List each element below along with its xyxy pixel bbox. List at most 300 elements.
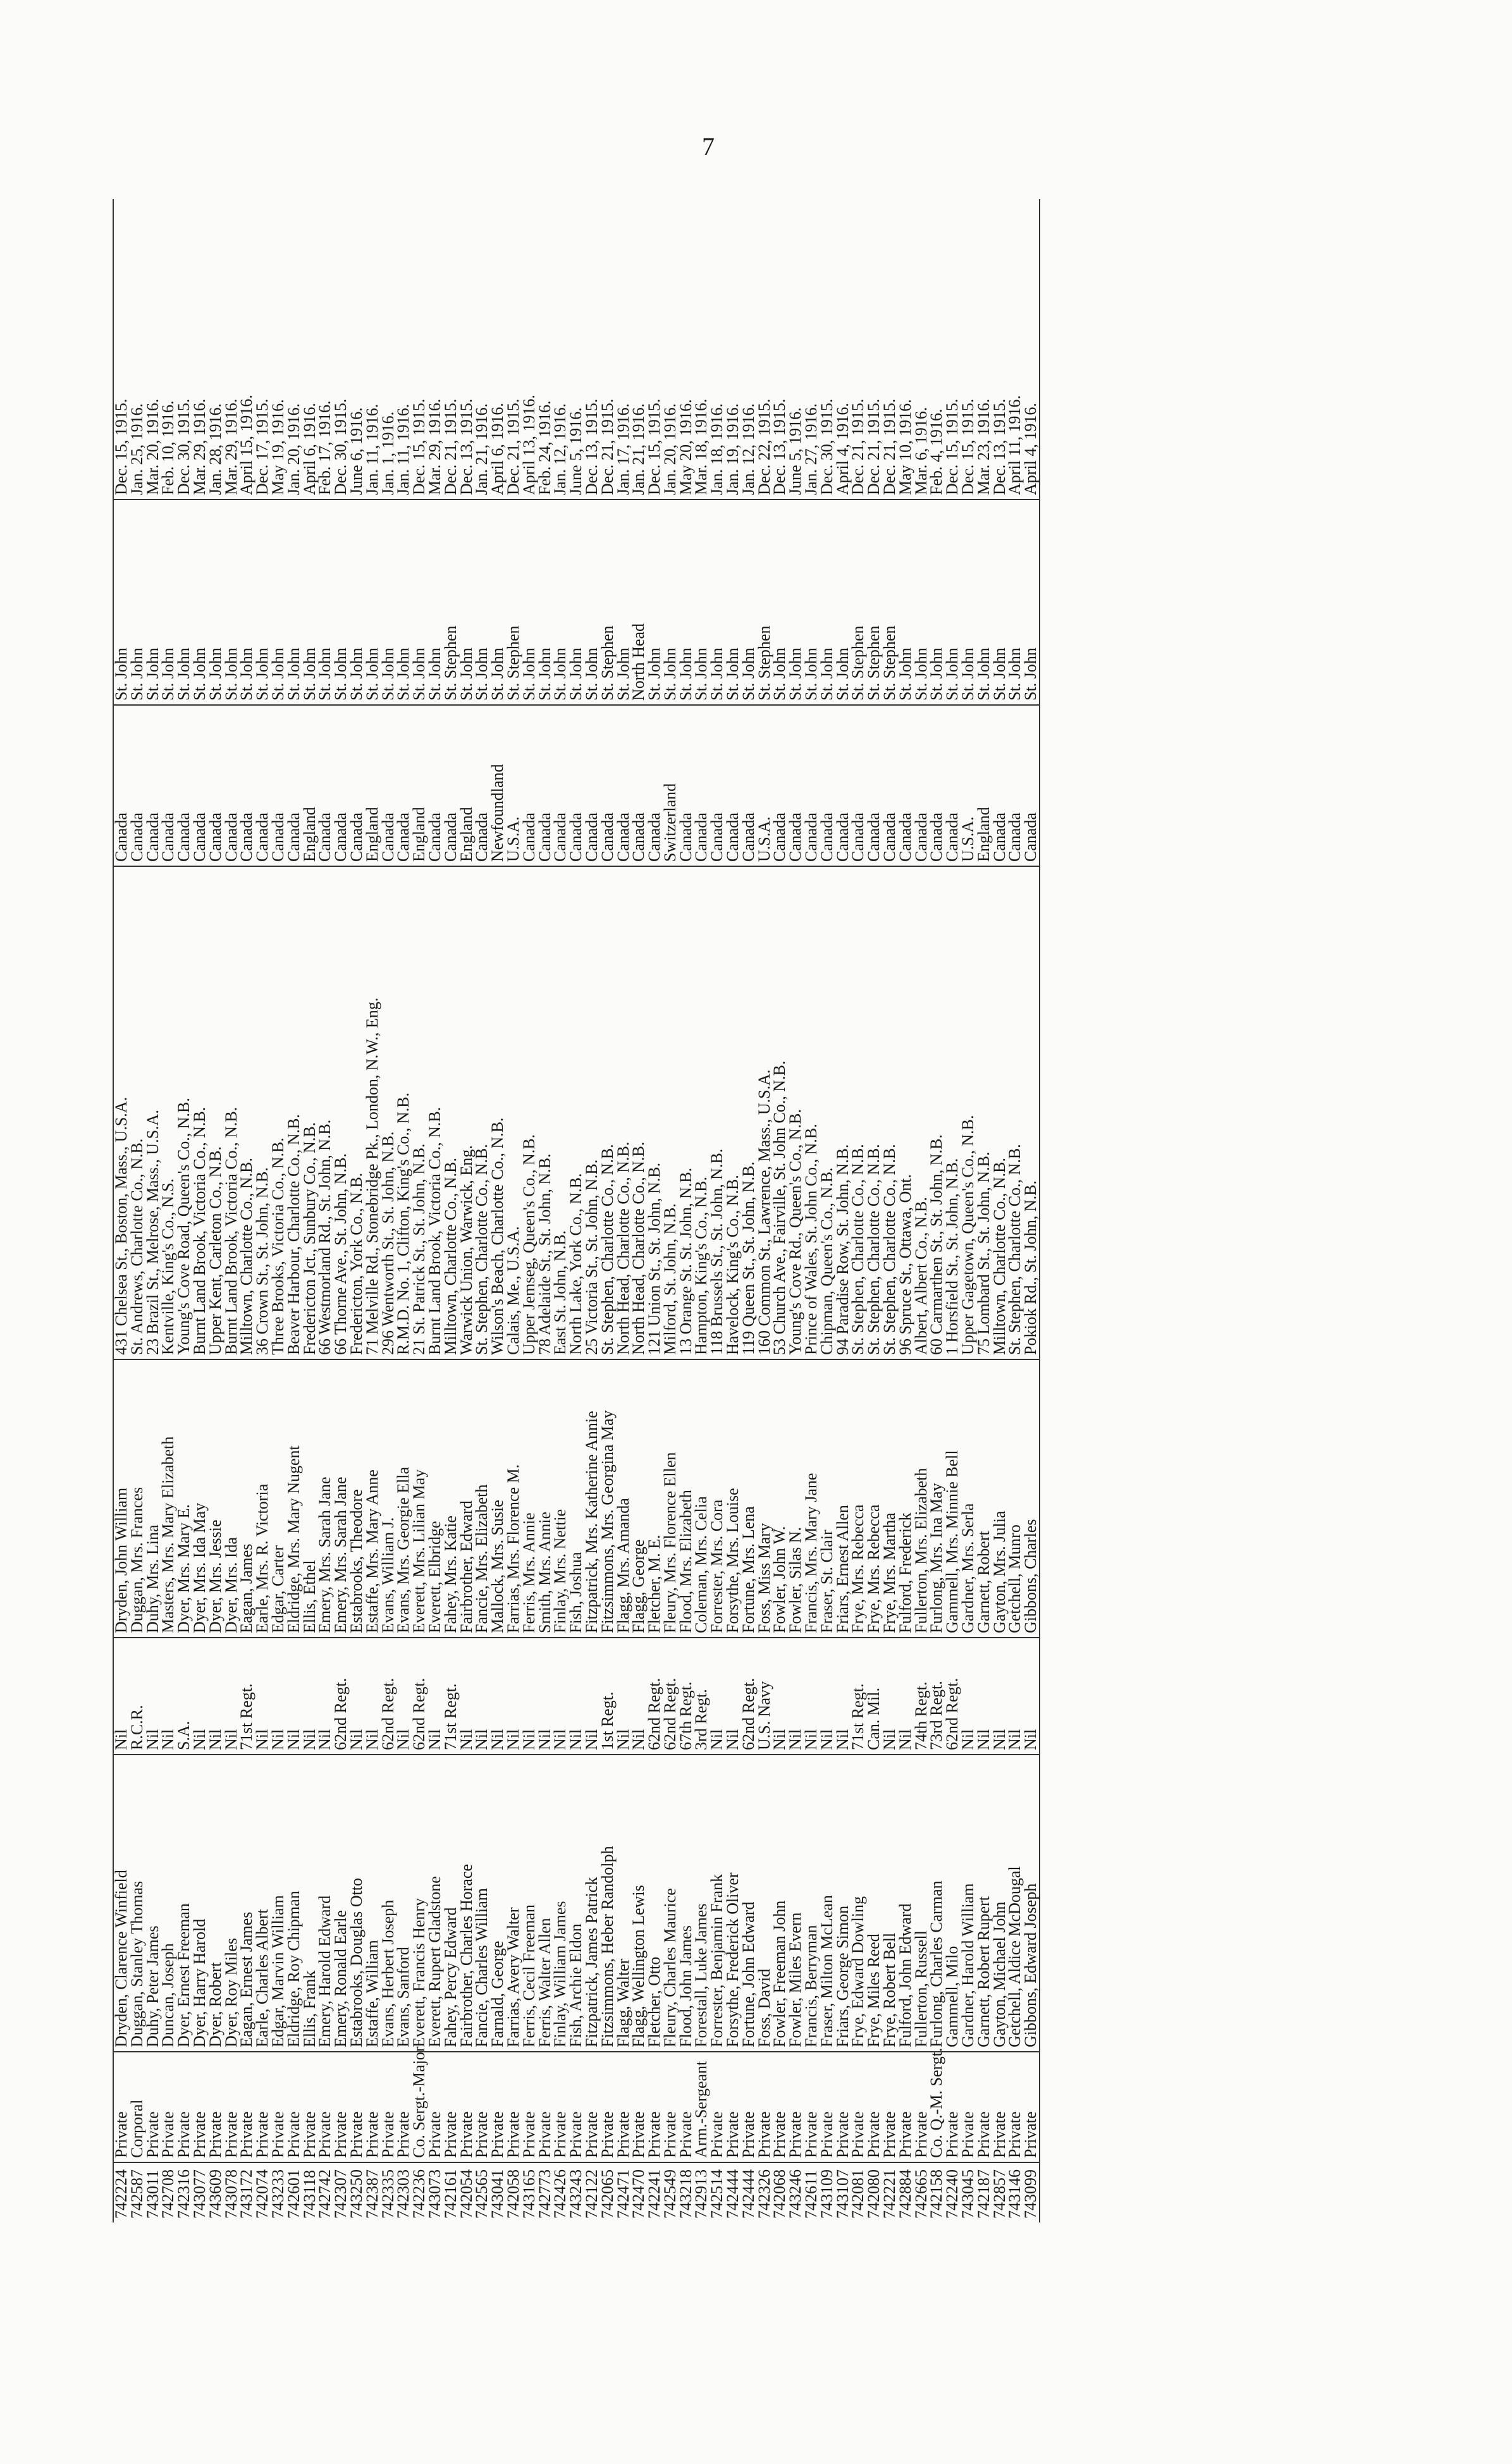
enlistment-date-cell: Mar. 29, 1916.: [192, 199, 208, 500]
previous-service-cell: Nil: [882, 1638, 898, 1755]
enlistment-date-cell: Dec. 22, 1915.: [757, 199, 773, 500]
country-of-birth-cell: Canada: [208, 705, 224, 866]
enlistment-date-cell: April 6, 1916.: [490, 199, 506, 500]
place-of-enlistment-cell: St. John: [271, 500, 286, 705]
place-of-enlistment-cell: St. John: [349, 500, 365, 705]
regimental-number-cell: 742444: [723, 2169, 742, 2219]
place-of-enlistment-cell: St. John: [474, 500, 490, 705]
name-cell: Evans, Sanford: [396, 1755, 412, 2052]
name-cell: Dyer, Robert: [208, 1755, 224, 2052]
regimental-number-cell: 743146: [1005, 2169, 1024, 2219]
address-cell: St. Stephen, Charlotte Co., N.B.: [600, 866, 616, 1359]
table-row: [427, 199, 443, 2222]
address-cell: Three Brooks, Victoria Co., N.B.: [271, 866, 286, 1359]
name-cell: Forrester, Benjamin Frank: [710, 1755, 725, 2052]
enlistment-date-cell: Jan. 27, 1916.: [804, 199, 820, 500]
name-cell: Dyer, Ernest Freeman: [176, 1755, 192, 2052]
table-row: [741, 199, 757, 2222]
table-row: [130, 199, 145, 2222]
country-of-birth-cell: Canada: [804, 705, 820, 866]
address-cell: St. Andrews, Charlotte Co., N.B.: [130, 866, 145, 1359]
enlistment-date-cell: Dec. 21, 1915.: [866, 199, 882, 500]
next-of-kin-cell: Coleman, Mrs. Celia: [694, 1359, 710, 1638]
enlistment-date-cell: June 6, 1916.: [349, 199, 365, 500]
previous-service-cell: Nil: [271, 1638, 286, 1755]
country-of-birth-cell: England: [302, 705, 318, 866]
previous-service-cell: Nil: [1007, 1638, 1023, 1755]
previous-service-cell: 1st Regt.: [600, 1638, 616, 1755]
regimental-number-cell: 743073: [425, 2169, 444, 2219]
place-of-enlistment-cell: St. John: [412, 500, 427, 705]
next-of-kin-cell: Eldridge, Mrs. Mary Nugent: [286, 1359, 302, 1638]
address-cell: St. Stephen, Charlotte Co., N.B.: [474, 866, 490, 1359]
address-cell: Young's Cove Rd., Queen's Co., N.B.: [788, 866, 804, 1359]
place-of-enlistment-cell: St. John: [961, 500, 976, 705]
name-cell: Estabrooks, Douglas Otto: [349, 1755, 365, 2052]
next-of-kin-cell: Fleury, Mrs. Florence Ellen: [663, 1359, 679, 1638]
next-of-kin-cell: Evans, Mrs. Georgie Ella: [396, 1359, 412, 1638]
country-of-birth-cell: Newfoundland: [490, 705, 506, 866]
country-of-birth-cell: Canada: [239, 705, 255, 866]
country-of-birth-cell: Canada: [616, 705, 632, 866]
page-number: 7: [702, 132, 715, 161]
table-row: [1023, 199, 1040, 2222]
next-of-kin-cell: Dyer, Mrs. Ida: [224, 1359, 240, 1638]
enlistment-date-cell: June 5, 1916.: [569, 199, 584, 500]
place-of-enlistment-cell: St. John: [317, 500, 333, 705]
rank-cell: Private: [725, 2052, 741, 2162]
previous-service-cell: Nil: [317, 1638, 333, 1755]
name-cell: Fairbrother, Charles Horace: [459, 1755, 475, 2052]
rank-cell: Co. Sergt.-Major: [412, 2052, 427, 2162]
address-cell: 121 Union St., St. John, N.B.: [647, 866, 663, 1359]
previous-service-cell: Nil: [616, 1638, 632, 1755]
address-cell: Burnt Land Brook, Victoria Co., N.B.: [192, 866, 208, 1359]
rank-cell: Private: [679, 2052, 694, 2162]
rank-cell: Private: [945, 2052, 961, 2162]
previous-service-cell: Nil: [772, 1638, 788, 1755]
next-of-kin-cell: Fancie, Mrs. Elizabeth: [474, 1359, 490, 1638]
table-row: [600, 199, 616, 2222]
rank-cell: Private: [866, 2052, 882, 2162]
country-of-birth-cell: Canada: [271, 705, 286, 866]
previous-service-cell: Nil: [161, 1638, 176, 1755]
next-of-kin-cell: Frye, Mrs. Martha: [882, 1359, 898, 1638]
address-cell: 21 St. Patrick St., St. John, N.B.: [412, 866, 427, 1359]
place-of-enlistment-cell: St. Stephen: [506, 500, 522, 705]
name-cell: Fletcher, Otto: [647, 1755, 663, 2052]
regimental-number-cell: 742742: [316, 2169, 335, 2219]
name-cell: Duhy, Peter James: [145, 1755, 161, 2052]
next-of-kin-cell: Farrias, Mrs. Florence M.: [506, 1359, 522, 1638]
regimental-number-cell: 742224: [113, 2162, 130, 2222]
country-of-birth-cell: Canada: [788, 705, 804, 866]
next-of-kin-cell: Emery, Mrs. Sarah Jane: [317, 1359, 333, 1638]
address-cell: Burnt Land Brook, Victoria Co., N.B.: [224, 866, 240, 1359]
address-cell: 25 Victoria St., St. John, N.B.: [584, 866, 600, 1359]
enlistment-date-cell: Dec. 30, 1915.: [176, 199, 192, 500]
enlistment-date-cell: April 13, 1916.: [522, 199, 538, 500]
regimental-number-cell: 742708: [159, 2169, 178, 2219]
rank-cell: Private: [804, 2052, 820, 2162]
address-cell: 431 Chelsea St., Boston, Mass., U.S.A.: [113, 866, 130, 1359]
next-of-kin-cell: Forrester, Mrs. Cora: [710, 1359, 725, 1638]
address-cell: 75 Lombard St., St. John, N.B.: [976, 866, 992, 1359]
name-cell: Foss, David: [757, 1755, 773, 2052]
table-row: [663, 199, 679, 2222]
regimental-number-cell: 742326: [754, 2169, 773, 2219]
name-cell: Forsythe, Frederick Oliver: [725, 1755, 741, 2052]
previous-service-cell: S.A.: [176, 1638, 192, 1755]
country-of-birth-cell: Canada: [317, 705, 333, 866]
previous-service-cell: Nil: [506, 1638, 522, 1755]
address-cell: Calais, Me., U.S.A.: [506, 866, 522, 1359]
enlistment-date-cell: Dec. 21, 1915.: [443, 199, 459, 500]
address-cell: Upper Jemseg, Queen's Co., N.B.: [522, 866, 538, 1359]
enlistment-date-cell: June 5, 1916.: [788, 199, 804, 500]
regimental-number-cell: 743077: [190, 2169, 209, 2219]
regimental-number-cell: 742236: [410, 2169, 429, 2219]
country-of-birth-cell: Canada: [286, 705, 302, 866]
next-of-kin-cell: Gardner, Mrs. Serla: [961, 1359, 976, 1638]
place-of-enlistment-cell: St. John: [490, 500, 506, 705]
name-cell: Emery, Ronald Earle: [333, 1755, 349, 2052]
roll-body: [113, 199, 1040, 2222]
regimental-number-cell: 742074: [253, 2169, 272, 2219]
name-cell: Duncan, Joseph: [161, 1755, 176, 2052]
previous-service-cell: Nil: [208, 1638, 224, 1755]
rank-cell: Private: [569, 2052, 584, 2162]
enlistment-date-cell: Dec. 13, 1915.: [772, 199, 788, 500]
previous-service-cell: Nil: [835, 1638, 851, 1755]
enlistment-date-cell: Feb. 4, 1916.: [929, 199, 945, 500]
next-of-kin-cell: Edgar, Carter: [271, 1359, 286, 1638]
previous-service-cell: Can. Mil.: [866, 1638, 882, 1755]
regimental-number-cell: 742549: [660, 2169, 679, 2219]
place-of-enlistment-cell: St. Stephen: [443, 500, 459, 705]
regimental-number-cell: 742601: [284, 2169, 303, 2219]
country-of-birth-cell: Canada: [914, 705, 930, 866]
address-cell: 36 Crown St., St. John, N.B.: [255, 866, 271, 1359]
previous-service-cell: Nil: [538, 1638, 553, 1755]
regimental-number-cell: 742081: [849, 2169, 868, 2219]
name-cell: Gardner, Harold William: [961, 1755, 976, 2052]
country-of-birth-cell: Canada: [224, 705, 240, 866]
next-of-kin-cell: Fulford, Frederick: [898, 1359, 914, 1638]
name-cell: Garnett, Robert Rupert: [976, 1755, 992, 2052]
table-row: [506, 199, 522, 2222]
place-of-enlistment-cell: St. John: [820, 500, 835, 705]
previous-service-cell: 62nd Regt.: [412, 1638, 427, 1755]
next-of-kin-cell: Fitzsimmons, Mrs. Georgina May: [600, 1359, 616, 1638]
place-of-enlistment-cell: St. John: [333, 500, 349, 705]
address-cell: North Head, Charlotte Co., N.B.: [631, 866, 647, 1359]
next-of-kin-cell: Dyer, Mrs. Ida May: [192, 1359, 208, 1638]
name-cell: Farrias, Avery Walter: [506, 1755, 522, 2052]
next-of-kin-cell: Masters, Mrs. Mary Elizabeth: [161, 1359, 176, 1638]
name-cell: Fahey, Percy Edward: [443, 1755, 459, 2052]
enlistment-date-cell: Jan. 12, 1916.: [741, 199, 757, 500]
name-cell: Furlong, Charles Carman: [929, 1755, 945, 2052]
enlistment-date-cell: Mar. 23, 1916.: [976, 199, 992, 500]
rank-cell: Private: [396, 2052, 412, 2162]
rank-cell: Private: [286, 2052, 302, 2162]
enlistment-date-cell: Dec. 15, 1915.: [412, 199, 427, 500]
table-row: [208, 199, 224, 2222]
name-cell: Gammell, Milo: [945, 1755, 961, 2052]
next-of-kin-cell: Everett, Mrs. Lilian May: [412, 1359, 427, 1638]
name-cell: Getchell, Aldice McDougal: [1007, 1755, 1023, 2052]
rank-cell: Private: [161, 2052, 176, 2162]
next-of-kin-cell: Evans, William J.: [381, 1359, 396, 1638]
enlistment-date-cell: Jan. 12, 1916.: [553, 199, 569, 500]
next-of-kin-cell: Getchell, Munro: [1007, 1359, 1023, 1638]
place-of-enlistment-cell: St. John: [804, 500, 820, 705]
place-of-enlistment-cell: St. John: [929, 500, 945, 705]
country-of-birth-cell: Canada: [772, 705, 788, 866]
next-of-kin-cell: Finlay, Mrs. Nettie: [553, 1359, 569, 1638]
rank-cell: Private: [317, 2052, 333, 2162]
address-cell: Burnt Land Brook, Victoria Co., N.B.: [427, 866, 443, 1359]
enlistment-date-cell: Jan. 20, 1916.: [663, 199, 679, 500]
place-of-enlistment-cell: St. John: [459, 500, 475, 705]
country-of-birth-cell: Canada: [820, 705, 835, 866]
rank-cell: Private: [538, 2052, 553, 2162]
name-cell: Fitzsimmons, Heber Randolph: [600, 1755, 616, 2052]
next-of-kin-cell: Frye, Mrs. Rebecca: [866, 1359, 882, 1638]
enlistment-date-cell: Dec. 21, 1915.: [600, 199, 616, 500]
table-row: [898, 199, 914, 2222]
regimental-number-cell: 742587: [127, 2169, 146, 2219]
rank-cell: Private: [381, 2052, 396, 2162]
rank-cell: Private: [474, 2052, 490, 2162]
enlistment-date-cell: April 15, 1916.: [239, 199, 255, 500]
name-cell: Dryden, Clarence Winfield: [113, 1755, 130, 2052]
place-of-enlistment-cell: St. John: [255, 500, 271, 705]
name-cell: Fullerton, Russell: [914, 1755, 930, 2052]
previous-service-cell: Nil: [302, 1638, 318, 1755]
next-of-kin-cell: Flagg, George: [631, 1359, 647, 1638]
name-cell: Eldridge, Roy Chipman: [286, 1755, 302, 2052]
regimental-number-cell: 742161: [441, 2169, 460, 2219]
country-of-birth-cell: Canada: [929, 705, 945, 866]
regimental-number-cell: 742054: [457, 2169, 476, 2219]
previous-service-cell: 3rd Regt.: [694, 1638, 710, 1755]
previous-service-cell: U.S. Navy: [757, 1638, 773, 1755]
place-of-enlistment-cell: St. Stephen: [851, 500, 866, 705]
enlistment-date-cell: Mar. 29, 1916.: [224, 199, 240, 500]
name-cell: Everett, Francis Henry: [412, 1755, 427, 2052]
place-of-enlistment-cell: St. John: [898, 500, 914, 705]
rank-cell: Private: [176, 2052, 192, 2162]
country-of-birth-cell: Switzerland: [663, 705, 679, 866]
regimental-number-cell: 742158: [927, 2169, 946, 2219]
table-row: [365, 199, 381, 2222]
next-of-kin-cell: Emery, Mrs. Sarah Jane: [333, 1359, 349, 1638]
address-cell: North Lake, York Co., N.B.: [569, 866, 584, 1359]
address-cell: Hampton, King's Co., N.B.: [694, 866, 710, 1359]
next-of-kin-cell: Garnett, Robert: [976, 1359, 992, 1638]
regimental-number-cell: 742611: [802, 2169, 821, 2219]
country-of-birth-cell: Canada: [161, 705, 176, 866]
address-cell: St. Stephen, Charlotte Co., N.B.: [851, 866, 866, 1359]
place-of-enlistment-cell: St. Stephen: [757, 500, 773, 705]
name-cell: Fitzpatrick, James Patrick: [584, 1755, 600, 2052]
country-of-birth-cell: Canada: [992, 705, 1008, 866]
regimental-number-cell: 742307: [331, 2169, 350, 2219]
place-of-enlistment-cell: St. John: [176, 500, 192, 705]
rank-cell: Corporal: [130, 2052, 145, 2162]
country-of-birth-cell: Canada: [176, 705, 192, 866]
previous-service-cell: 62nd Regt.: [663, 1638, 679, 1755]
place-of-enlistment-cell: St. John: [788, 500, 804, 705]
rank-cell: Private: [349, 2052, 365, 2162]
country-of-birth-cell: Canada: [898, 705, 914, 866]
previous-service-cell: 71st Regt.: [851, 1638, 866, 1755]
address-cell: 94 Paradise Row, St. John, N.B.: [835, 866, 851, 1359]
enlistment-date-cell: Dec. 13, 1915.: [584, 199, 600, 500]
previous-service-cell: Nil: [459, 1638, 475, 1755]
country-of-birth-cell: Canada: [866, 705, 882, 866]
previous-service-cell: 74th Regt.: [914, 1638, 930, 1755]
name-cell: Farnald, George: [490, 1755, 506, 2052]
previous-service-cell: Nil: [522, 1638, 538, 1755]
rotated-table-container: [113, 199, 1263, 2222]
regimental-number-cell: 743250: [347, 2169, 366, 2219]
name-cell: Fleury, Charles Maurice: [663, 1755, 679, 2052]
regimental-number-cell: 742444: [739, 2169, 758, 2219]
place-of-enlistment-cell: St. John: [914, 500, 930, 705]
next-of-kin-cell: Ferris, Mrs. Annie: [522, 1359, 538, 1638]
regimental-number-cell: 743109: [817, 2169, 836, 2219]
name-cell: Duggan, Stanley Thomas: [130, 1755, 145, 2052]
table-row: [976, 199, 992, 2222]
regimental-number-cell: 743011: [143, 2169, 162, 2219]
address-cell: 53 Church Ave., Fairville, St. John Co., N.B.: [772, 866, 788, 1359]
regimental-number-cell: 742122: [582, 2169, 601, 2219]
address-cell: Upper Kent, Carleton Co., N.B.: [208, 866, 224, 1359]
previous-service-cell: 73rd Regt.: [929, 1638, 945, 1755]
enlistment-date-cell: Dec. 13, 1915.: [992, 199, 1008, 500]
place-of-enlistment-cell: St. John: [835, 500, 851, 705]
rank-cell: Private: [553, 2052, 569, 2162]
address-cell: Warwick Union, Warwick, Eng.: [459, 866, 475, 1359]
rank-cell: Private: [1023, 2052, 1040, 2162]
previous-service-cell: Nil: [224, 1638, 240, 1755]
country-of-birth-cell: Canada: [679, 705, 694, 866]
rank-cell: Private: [302, 2052, 318, 2162]
name-cell: Estaffe, William: [365, 1755, 381, 2052]
next-of-kin-cell: Fowler, John W.: [772, 1359, 788, 1638]
rank-cell: Private: [898, 2052, 914, 2162]
enlistment-date-cell: April 6, 1916.: [302, 199, 318, 500]
previous-service-cell: Nil: [584, 1638, 600, 1755]
country-of-birth-cell: Canada: [522, 705, 538, 866]
address-cell: 96 Spruce St., Ottawa, Ont.: [898, 866, 914, 1359]
enlistment-date-cell: Jan. 11, 1916.: [396, 199, 412, 500]
country-of-birth-cell: Canada: [710, 705, 725, 866]
name-cell: Fish, Archie Eldon: [569, 1755, 584, 2052]
address-cell: St. Stephen, Charlotte Co., N.B.: [1007, 866, 1023, 1359]
previous-service-cell: Nil: [569, 1638, 584, 1755]
country-of-birth-cell: Canada: [192, 705, 208, 866]
rank-cell: Private: [506, 2052, 522, 2162]
place-of-enlistment-cell: St. John: [130, 500, 145, 705]
next-of-kin-cell: Earle, Mrs. R. Victoria: [255, 1359, 271, 1638]
country-of-birth-cell: Canada: [255, 705, 271, 866]
name-cell: Flagg, Wellington Lewis: [631, 1755, 647, 2052]
enlistment-date-cell: Jan. 11, 1916.: [365, 199, 381, 500]
place-of-enlistment-cell: St. John: [381, 500, 396, 705]
place-of-enlistment-cell: St. John: [679, 500, 694, 705]
place-of-enlistment-cell: St. John: [1023, 500, 1040, 705]
regimental-number-cell: 742387: [362, 2169, 381, 2219]
address-cell: 23 Brazil St., Melrose, Mass., U.S.A.: [145, 866, 161, 1359]
enlistment-date-cell: May 19, 1916.: [271, 199, 286, 500]
country-of-birth-cell: Canada: [569, 705, 584, 866]
country-of-birth-cell: Canada: [396, 705, 412, 866]
table-row: [443, 199, 459, 2222]
rank-cell: Arm.-Sergeant: [694, 2052, 710, 2162]
address-cell: Young's Cove Road, Queen's Co., N.B.: [176, 866, 192, 1359]
country-of-birth-cell: England: [412, 705, 427, 866]
place-of-enlistment-cell: St. John: [208, 500, 224, 705]
enlistment-date-cell: Dec. 30, 1915.: [820, 199, 835, 500]
place-of-enlistment-cell: St. John: [945, 500, 961, 705]
previous-service-cell: Nil: [788, 1638, 804, 1755]
enlistment-date-cell: Dec. 21, 1915.: [882, 199, 898, 500]
enlistment-date-cell: May 20, 1916.: [679, 199, 694, 500]
regimental-number-cell: 743118: [300, 2169, 319, 2219]
place-of-enlistment-cell: St. John: [992, 500, 1008, 705]
name-cell: Flagg, Walter: [616, 1755, 632, 2052]
name-cell: Eagan, Ernest James: [239, 1755, 255, 2052]
country-of-birth-cell: Canada: [851, 705, 866, 866]
place-of-enlistment-cell: St. John: [694, 500, 710, 705]
place-of-enlistment-cell: St. John: [976, 500, 992, 705]
address-cell: Beaver Harbour, Charlotte Co., N.B.: [286, 866, 302, 1359]
country-of-birth-cell: Canada: [882, 705, 898, 866]
place-of-enlistment-cell: St. John: [161, 500, 176, 705]
regimental-number-cell: 742068: [770, 2169, 789, 2219]
next-of-kin-cell: Gammell, Mrs. Minnie Bell: [945, 1359, 961, 1638]
address-cell: Fredericton, York Co., N.B.: [349, 866, 365, 1359]
address-cell: 66 Thorne Ave., St. John, N.B.: [333, 866, 349, 1359]
place-of-enlistment-cell: St. John: [553, 500, 569, 705]
address-cell: Milltown, Charlotte Co., N.B.: [239, 866, 255, 1359]
address-cell: 60 Carmarthen St., St. John, N.B.: [929, 866, 945, 1359]
country-of-birth-cell: Canada: [553, 705, 569, 866]
name-cell: Frye, Edward Dowling: [851, 1755, 866, 2052]
country-of-birth-cell: Canada: [1023, 705, 1040, 866]
next-of-kin-cell: Gayton, Mrs. Julia: [992, 1359, 1008, 1638]
rank-cell: Private: [459, 2052, 475, 2162]
regimental-number-cell: 743243: [567, 2169, 586, 2219]
next-of-kin-cell: Fletcher, M. E.: [647, 1359, 663, 1638]
name-cell: Fraser, Milton McLean: [820, 1755, 835, 2052]
name-cell: Forestall, Luke James: [694, 1755, 710, 2052]
address-cell: St. Stephen, Charlotte Co., N.B.: [882, 866, 898, 1359]
address-cell: 78 Adelaide St., St. John, N.B.: [538, 866, 553, 1359]
rank-cell: Private: [1007, 2052, 1023, 2162]
place-of-enlistment-cell: St. John: [710, 500, 725, 705]
regimental-number-cell: 742335: [378, 2169, 397, 2219]
place-of-enlistment-cell: St. John: [239, 500, 255, 705]
address-cell: 296 Wentworth St., St. John, N.B.: [381, 866, 396, 1359]
rank-cell: Private: [914, 2052, 930, 2162]
enlistment-date-cell: Jan. 18, 1916.: [710, 199, 725, 500]
next-of-kin-cell: Flood, Mrs. Elizabeth: [679, 1359, 694, 1638]
